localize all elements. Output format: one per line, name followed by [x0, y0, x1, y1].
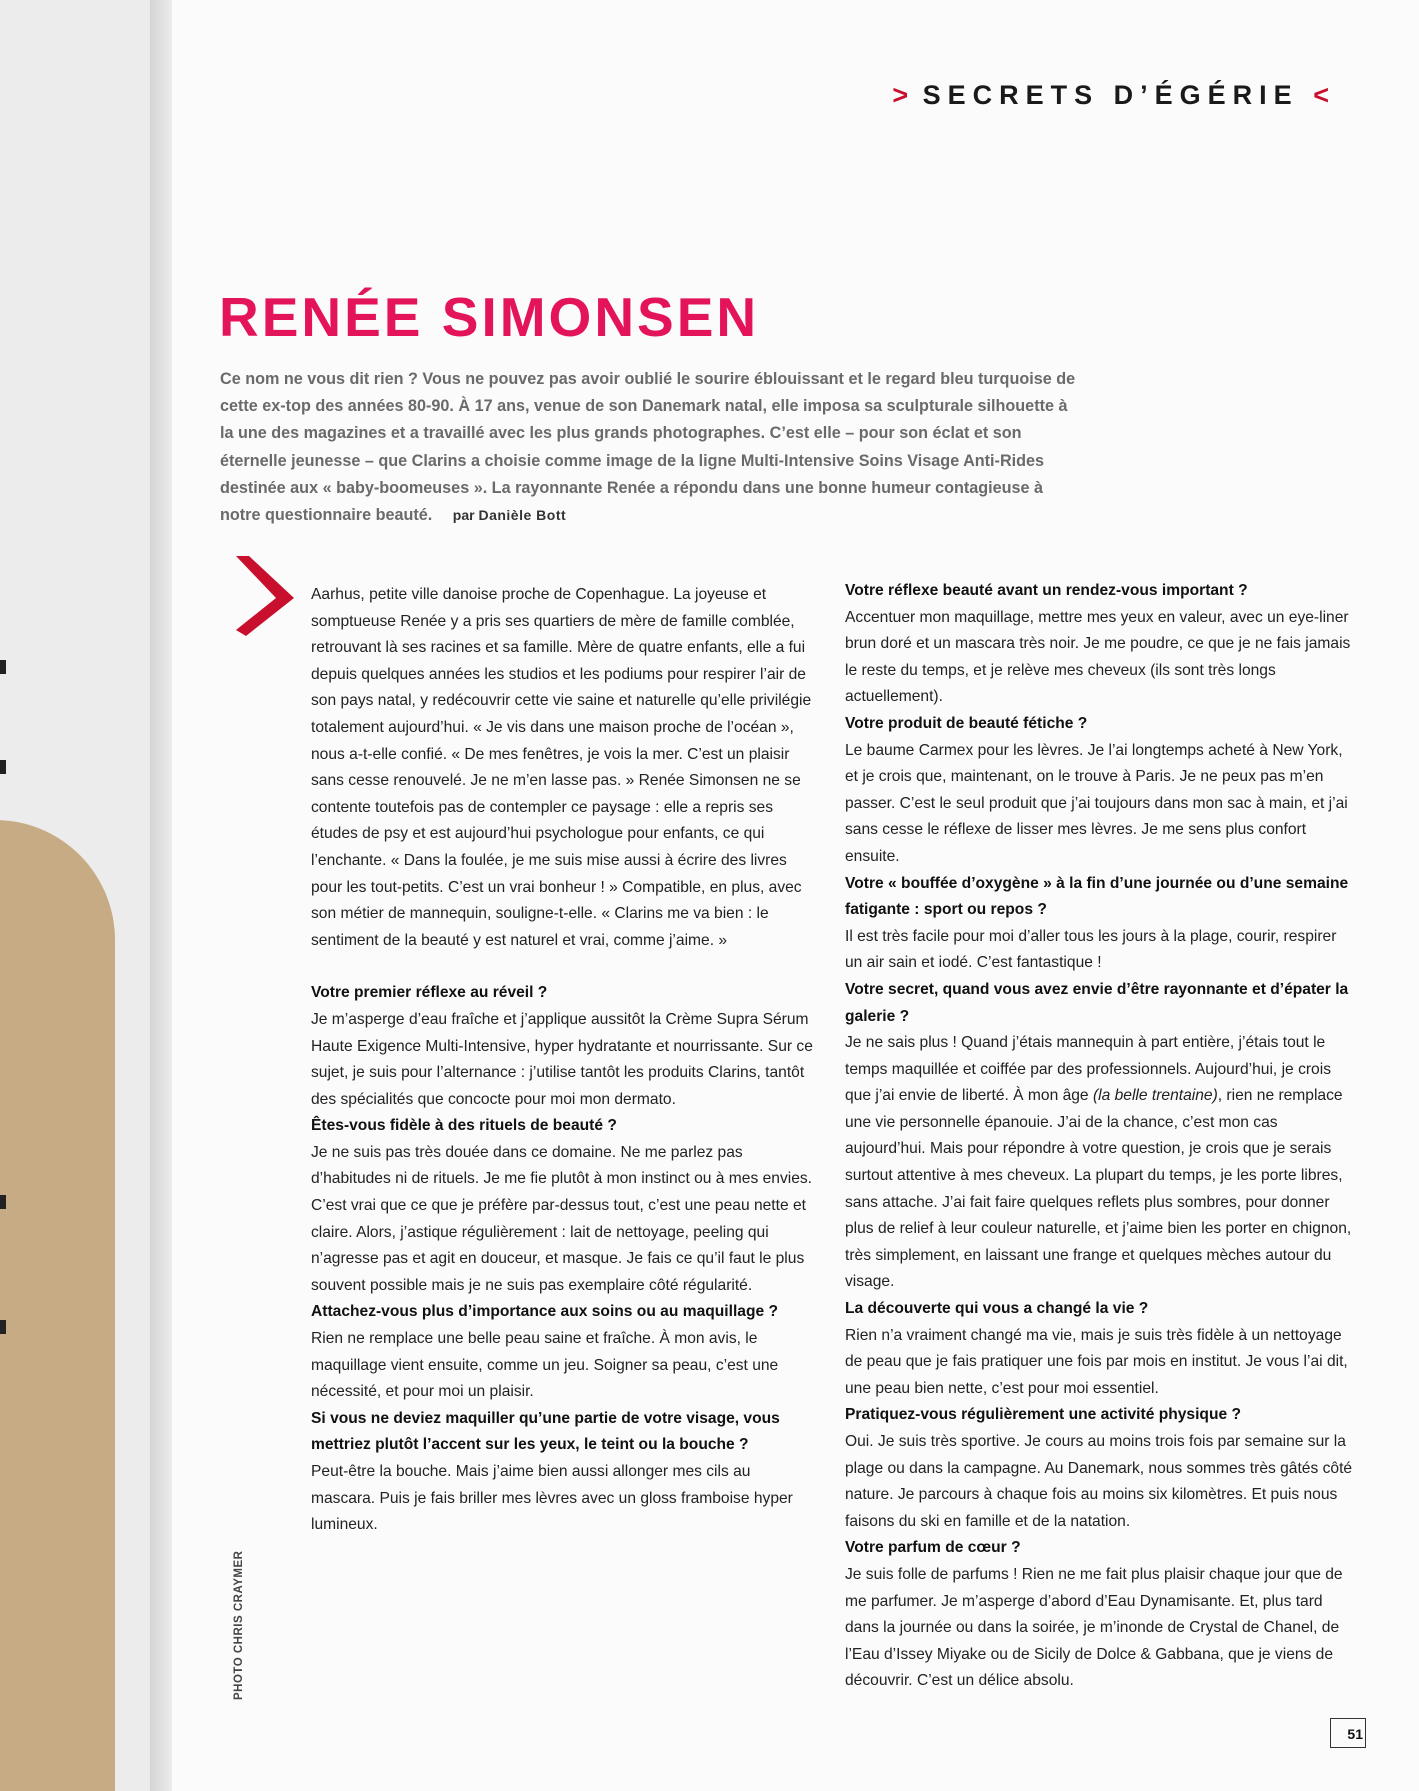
byline-prefix: par [452, 507, 475, 524]
lead-paragraph: Aarhus, petite ville danoise proche de Copenhague. La joyeuse et somptueuse Renée y a pris ses quartiers de mère de famille comblée, retrouvant là ses racines et sa famille. Mère de quatre enfants, elle a fui depuis quelques années les studios et les podiums pour respirer l’air de son pays natal, y redécouvrir cette vie saine et naturelle qu’elle privilégie totalement aujourd’hui. « Je vis dans une maison proche de l’océan », nous a-t-elle confié. « De mes fenêtres, je vois la mer. C’est un plaisir sans cesse renouvelé. Je ne m’en lasse pas. » Renée Simonsen ne se contente toutefois pas de contempler ce paysage : elle a repris ses études de psy et est aujourd’hui psychologue pour enfants, ce qui l’enchante. « Dans la foulée, je me suis mise aussi à écrire des livres pour les tout-petits. C’est un vrai bonheur ! » Compatible, en plus, avec son métier de mannequin, souligne-t-elle. « Clarins me va bien : le sentiment de la beauté y est naturel et vrai, comme j’aime. » [311, 586, 812, 949]
question: Votre produit de beauté fétiche ? [845, 714, 1088, 732]
photo-credit: PHOTO CHRIS CRAYMER [233, 1550, 245, 1700]
byline [453, 507, 566, 523]
photo-edge [0, 0, 172, 1791]
answer: Peut-être la bouche. Mais j’aime bien aussi allonger mes cils au mascara. Puis je fais briller mes lèvres avec un gloss framboise hyper lumineux. [311, 1463, 793, 1534]
answer: Je ne suis pas très douée dans ce domaine. Ne me parlez pas d’habitudes ni de rituels. Je me fie plutôt à mon instinct ou à mes envies. C’est vrai que ce que je préfère par-dessus tout, c’est une peau nette et claire. Alors, j’astique régulièrement : lait de nettoyage, peeling qui n’agresse pas et agit en douceur, et masque. Je fais ce qu’il faut le plus souvent possible mais je ne suis pas exemplaire côté régularité. [311, 1143, 813, 1294]
page-fold-shadow [150, 0, 172, 1791]
answer-text: , rien ne remplace une vie personnelle épanouie. J’ai de la chance, c’est mon cas aujourd’hui. Mais pour répondre à votre question, je crois que je serais surtout attentive à mes cheveux. La plupart du temps, je les porte libres, sans attache. J’ai fait faire quelques reflets plus sombres, pour donner plus de relief à leur couleur naturelle, et j’aime bien les porter en chignon, très simplement, en laissant une frange et quelques mèches autour du visage. [845, 1087, 1352, 1291]
header-arrow-right: < [1313, 80, 1329, 110]
question: Votre parfum de cœur ? [845, 1539, 1021, 1557]
answer: Oui. Je suis très sportive. Je cours au moins trois fois par semaine sur la plage ou dans la campagne. Au Danemark, nous sommes très gâtés côté nature. Je parcours à chaque fois au moins six kilomètres. Et puis nous faisons du ski en famille et de la natation. [845, 1433, 1353, 1530]
question: Votre réflexe beauté avant un rendez-vous important ? [845, 582, 1248, 599]
answer: Accentuer mon maquillage, mettre mes yeux en valeur, avec un eye-liner brun doré et un mascara très noir. Je me poudre, ce que je ne fais jamais le reste du temps, et je relève mes cheveux (ils sont très longs actuellement). [845, 608, 1351, 706]
header-arrow-left: > [892, 80, 909, 110]
answer: Le baume Carmex pour les lèvres. Je l’ai longtemps acheté à New York, et je crois que, maintenant, on le trouve à Paris. Je ne peux pas m’en passer. C’est le seul produit que j’ai toujours dans mon sac à main, et j’ai sans cesse le réflexe de lisser mes lèvres. Je me sens plus confort ensuite. [845, 741, 1348, 865]
article-title: RENÉE SIMONSEN [219, 286, 760, 348]
section-title: SECRETS D’ÉGÉRIE [922, 80, 1299, 110]
question: Votre premier réflexe au réveil ? [311, 984, 548, 1002]
answer: Rien ne remplace une belle peau saine et fraîche. À mon avis, le maquillage vient ensuite, comme un jeu. Soigner sa peau, c’est une nécessité, et pour moi un plaisir. [311, 1330, 779, 1401]
paragraph-gap [311, 954, 816, 980]
answer: Je suis folle de parfums ! Rien ne me fait plus plaisir chaque jour que de me parfumer. Je m’asperge d’abord d’Eau Dynamisante. Et, plus tard dans la journée ou dans la soirée, je m’inonde de Crystal de Chanel, de l’Eau d’Issey Miyake ou de Sicily de Dolce & Gabbana, que je viens de découvrir. C’est un délice absolu. [845, 1565, 1343, 1690]
answer: Il est très facile pour moi d’aller tous les jours à la plage, courir, respirer un air sain et iodé. C’est fantastique ! [845, 927, 1337, 972]
photo-mark [0, 1320, 6, 1334]
question: Attachez-vous plus d’importance aux soins ou au maquillage ? [311, 1303, 779, 1321]
shoulder-image [0, 820, 115, 1791]
section-header [892, 80, 1329, 111]
photo-mark [0, 660, 6, 674]
right-column [845, 578, 1355, 1695]
question: Si vous ne deviez maquiller qu’une partie de votre visage, vous mettriez plutôt l’accent sur les yeux, le teint ou la bouche ? [311, 1409, 780, 1454]
question: Êtes-vous fidèle à des rituels de beauté ? [311, 1117, 617, 1135]
chevron-right-icon [236, 556, 296, 636]
answer-text: Je ne sais plus ! Quand j’étais mannequin à part entière, j’étais tout le temps maquillée et coiffée par des professionnels. Aujourd’hui, je crois que j’ai envie de liberté. À mon âge [845, 1034, 1331, 1105]
answer: Rien n’a vraiment changé ma vie, mais je suis très fidèle à un nettoyage de peau que je fais pratiquer une fois par mois en institut. Je vous l’ai dit, une peau bien nette, c’est pour moi essentiel. [845, 1326, 1348, 1397]
question: Votre secret, quand vous avez envie d’être rayonnante et d’épater la galerie ? [845, 980, 1349, 1025]
question: Pratiquez-vous régulièrement une activité physique ? [845, 1406, 1242, 1424]
answer: Je m’asperge d’eau fraîche et j’applique aussitôt la Crème Supra Sérum Haute Exigence Multi-Intensive, hyper hydratante et nourrissante. Sur ce sujet, je suis pour l’alternance : j’utilise tantôt les produits Clarins, tantôt des spécialités que concocte pour moi mon dermato. [311, 1010, 813, 1108]
author-name: Danièle Bott [478, 507, 567, 524]
photo-mark [0, 760, 6, 774]
answer [845, 1030, 1355, 1296]
left-column [311, 582, 816, 1539]
intro-text: Ce nom ne vous dit rien ? Vous ne pouvez pas avoir oublié le sourire éblouissant et le regard bleu turquoise de cette ex-top des années 80-90. À 17 ans, venue de son Danemark natal, elle imposa sa sculpturale silhouette à la une des magazines et a travaillé avec les plus grands photographes. C’est elle – pour son éclat et son éternelle jeunesse – que Clarins a choisie comme image de la ligne Multi-Intensive Soins Visage Anti-Rides destinée aux « baby-boomeuses ». La rayonnante Renée a répondu dans une bonne humeur contagieuse à notre questionnaire beauté. [220, 370, 1076, 525]
photo-mark [0, 1195, 6, 1209]
article-intro [220, 366, 1080, 529]
answer-italic: (la belle trentaine) [1092, 1087, 1218, 1105]
question: La découverte qui vous a changé la vie ? [845, 1300, 1149, 1318]
question: Votre « bouffée d’oxygène » à la fin d’une journée ou d’une semaine fatigante : sport ou repos ? [845, 874, 1349, 919]
page-number: 51 [1330, 1718, 1366, 1748]
